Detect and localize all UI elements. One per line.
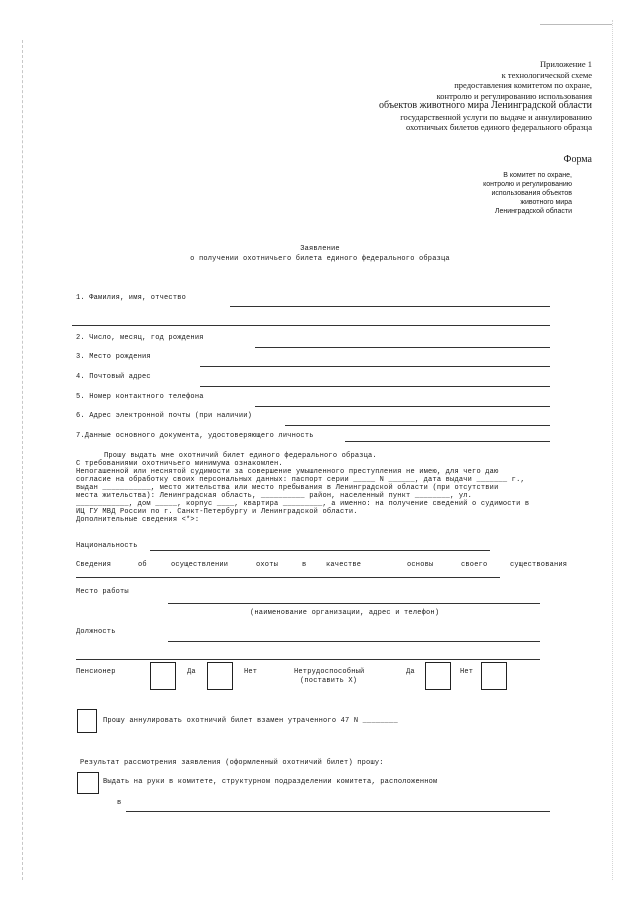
result-location-line[interactable] [126, 811, 550, 812]
disabled-hint: (поставить X) [300, 677, 358, 685]
field-phone-label: 5. Номер контактного телефона [76, 393, 204, 401]
body-consent-5: ____________, дом _____, корпус ____, квартира _________, а именно: на получение сведений о судимости в [76, 500, 530, 508]
pensioner-yes-checkbox[interactable] [150, 662, 176, 690]
position-label: Должность [76, 628, 116, 636]
appendix-line-3: предоставления комитетом по охране, [454, 80, 592, 90]
field-full-name-line-2[interactable] [72, 325, 550, 326]
disabled-label: Нетрудоспособный [294, 668, 365, 676]
body-additional-info: Дополнительные сведения <*>: [76, 516, 200, 524]
pensioner-label: Пенсионер [76, 668, 116, 676]
body-consent-4: места жительства): Ленинградская область, __________ район, населенный пункт ________, ул. [76, 492, 473, 500]
workplace-hint: (наименование организации, адрес и телефон) [250, 609, 440, 617]
activity-word-9: существования [510, 561, 568, 569]
activity-word-6: качестве [326, 561, 362, 569]
disabled-no-checkbox[interactable] [481, 662, 507, 690]
pensioner-no-checkbox[interactable] [207, 662, 233, 690]
appendix-line-5: объектов животного мира Ленинградской области [378, 100, 592, 111]
body-consent-2: согласие на обработку своих персональных данных: паспорт серии _____ N ______, дата выдачи _______ г., [76, 476, 525, 484]
field-birth-date-label: 2. Число, месяц, год рождения [76, 334, 204, 342]
field-birth-place-line[interactable] [200, 366, 550, 367]
appendix-line-2: к технологической схеме [501, 69, 592, 80]
field-email-label: 6. Адрес электронной почты (при наличии) [76, 412, 253, 420]
disabled-yes-checkbox[interactable] [425, 662, 451, 690]
field-phone-line[interactable] [255, 406, 550, 407]
disabled-yes-label: Да [406, 668, 415, 676]
scan-margin-left [22, 40, 23, 880]
activity-word-2: об [138, 561, 147, 569]
field-email-line[interactable] [285, 425, 550, 426]
appendix-block [379, 59, 592, 133]
activity-line[interactable] [76, 577, 500, 578]
activity-word-8: своего [461, 561, 488, 569]
field-birth-place-label: 3. Место рождения [76, 353, 151, 361]
field-id-document-label: 7.Данные основного документа, удостоверяющего личность [76, 432, 314, 440]
result-option-pickup-text: Выдать на руки в комитете, структурном подразделении комитета, расположенном [103, 778, 438, 786]
disabled-no-label: Нет [460, 668, 474, 676]
annul-checkbox[interactable] [77, 709, 97, 733]
annul-text: Прошу аннулировать охотничий билет взамен утраченного 47 N ________ [103, 717, 398, 725]
appendix-line-4: контролю и регулированию использования [436, 90, 592, 101]
body-consent-1: Непогашенной или неснятой судимости за совершение умышленного преступления не имею, для чего даю [76, 468, 499, 476]
appendix-line-6: государственной услуги по выдаче и аннулированию [400, 111, 592, 122]
nationality-label: Национальность [76, 542, 138, 550]
addressee-line-3: использования объектов [491, 190, 572, 197]
addressee-line-2: контролю и регулированию [483, 181, 572, 188]
field-postal-address-line[interactable] [200, 386, 550, 387]
workplace-label: Место работы [76, 588, 129, 596]
addressee-line-4: животного мира [520, 199, 572, 206]
activity-word-7: основы [407, 561, 434, 569]
field-birth-date-line[interactable] [255, 347, 550, 348]
field-full-name-line[interactable] [230, 306, 550, 307]
field-id-document-line[interactable] [345, 441, 550, 442]
body-consent-3: выдан ___________, место жительства или место пребывания в Ленинградской области (при отсутствии [76, 484, 499, 492]
position-line[interactable] [168, 641, 540, 642]
form-label: Форма [563, 154, 592, 165]
field-full-name-label: 1. Фамилия, имя, отчество [76, 294, 187, 302]
activity-word-1: Сведения [76, 561, 112, 569]
result-option-pickup-checkbox[interactable] [77, 772, 99, 794]
field-postal-address-label: 4. Почтовый адрес [76, 373, 151, 381]
appendix-line-1: Приложение 1 [540, 59, 592, 69]
body-request: Прошу выдать мне охотничий билет единого федерального образца. [104, 452, 377, 460]
document-subtitle: о получении охотничьего билета единого федерального образца [190, 255, 450, 263]
addressee-block [483, 171, 572, 216]
activity-word-5: в [302, 561, 307, 569]
addressee-line-5: Ленинградской области [494, 208, 572, 215]
addressee-line-1: В комитет по охране, [503, 172, 572, 179]
pensioner-no-label: Нет [244, 668, 258, 676]
result-in-label: в [117, 799, 122, 807]
body-consent-6: ИЦ ГУ МВД России по г. Санкт-Петербургу и Ленинградской области. [76, 508, 358, 516]
activity-word-4: охоты [256, 561, 279, 569]
nationality-line[interactable] [150, 550, 490, 551]
document-title: Заявление [300, 245, 340, 253]
scan-margin-top [540, 24, 612, 25]
appendix-line-7: охотничьих билетов единого федерального образца [405, 122, 592, 132]
workplace-line[interactable] [168, 603, 540, 604]
pensioner-yes-label: Да [187, 668, 196, 676]
body-requirements: С требованиями охотничьего минимума ознакомлен. [76, 460, 283, 468]
activity-word-3: осуществлении [171, 561, 229, 569]
scan-margin-right [612, 20, 613, 880]
result-heading: Результат рассмотрения заявления (оформленный охотничий билет) прошу: [80, 759, 384, 767]
position-line-2[interactable] [76, 659, 540, 660]
